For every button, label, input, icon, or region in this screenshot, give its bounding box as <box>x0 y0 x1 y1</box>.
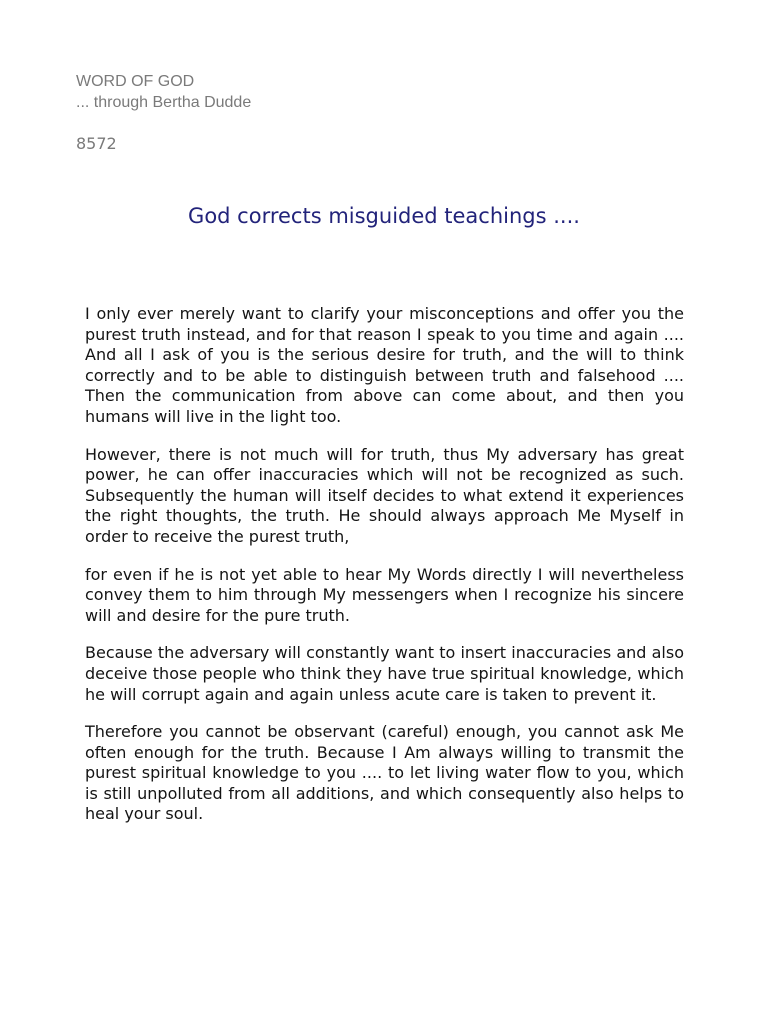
document-header <box>76 71 251 113</box>
paragraph-3: for even if he is not yet able to hear My Words directly I will nevertheless convey them to him through My messengers when I recognize his sincere will and desire for the pure truth. <box>85 564 684 625</box>
paragraph-4: Because the adversary will constantly want to insert inaccuracies and also deceive those people who think they have true spiritual knowledge, which he will corrupt again and again unless acute care is taken to prevent it. <box>85 643 684 704</box>
series-title: WORD OF GOD <box>76 73 195 90</box>
paragraph-5: Therefore you cannot be observant (careful) enough, you cannot ask Me often enough for the truth. Because I Am always willing to transmit the purest spiritual knowledge to you .... to let living water flow to you, which is still unpolluted from all additions, and which consequently also helps to heal your soul. <box>85 722 684 824</box>
author-line: ... through Bertha Dudde <box>76 94 252 111</box>
paragraph-1: I only ever merely want to clarify your misconceptions and offer you the purest truth instead, and for that reason I speak to you time and again .... And all I ask of you is the serious desire for truth, and the will to think correctly and to be able to distinguish between truth and falsehood .... Then the communication from above can come about, and then you humans will live in the light too. <box>85 304 684 426</box>
document-number: 8572 <box>76 134 117 153</box>
paragraph-2: However, there is not much will for truth, thus My adversary has great power, he can offer inaccuracies which will not be recognized as such. Subsequently the human will itself decides to what extend it experiences the right thoughts, the truth. He should always approach Me Myself in order to receive the purest truth, <box>85 444 684 546</box>
page-title: God corrects misguided teachings .... <box>188 204 580 228</box>
document-body <box>85 304 684 842</box>
